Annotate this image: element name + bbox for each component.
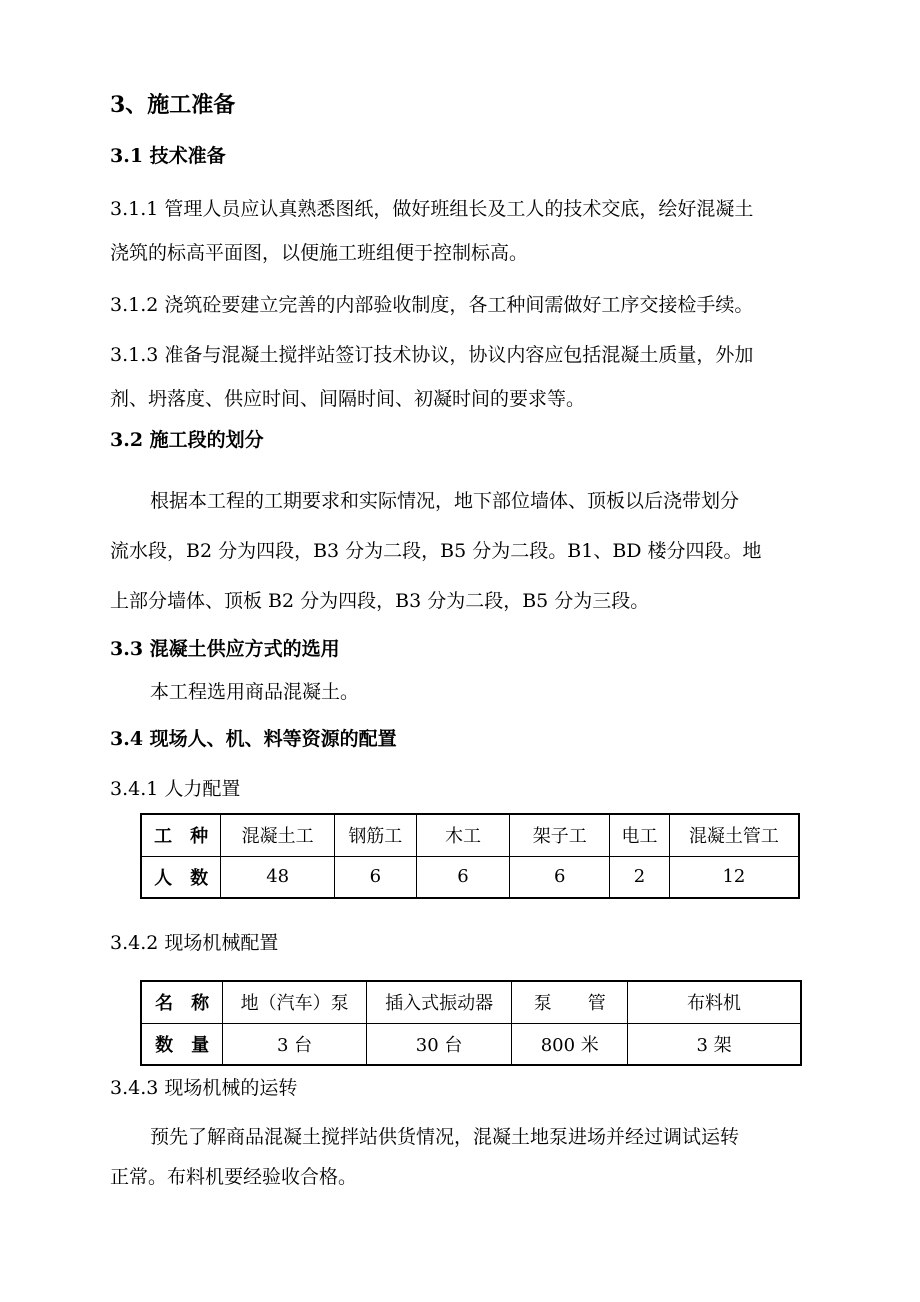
machinery-qty-pipe: 800 米 bbox=[512, 1023, 628, 1065]
paragraph-3-1-1-line1: 3.1.1 管理人员应认真熟悉图纸，做好班组长及工人的技术交底，绘好混凝土 bbox=[110, 198, 754, 220]
labor-col-scaffold: 架子工 bbox=[510, 814, 610, 856]
subsection-3-4-2-title: 3.4.2 现场机械配置 bbox=[110, 932, 279, 954]
machinery-col-pump: 地（汽车）泵 bbox=[223, 981, 367, 1023]
machinery-header-label: 名 称 bbox=[141, 981, 223, 1023]
paragraph-3-1-1-line2: 浇筑的标高平面图，以便施工班组便于控制标高。 bbox=[110, 242, 529, 264]
machinery-table-header-row bbox=[141, 981, 801, 1023]
paragraph-3-2-line3: 上部分墙体、顶板 B2 分为四段，B3 分为二段，B5 分为三段。 bbox=[110, 590, 650, 612]
subsection-3-1-title: 3.1 技术准备 bbox=[110, 145, 226, 167]
subsection-3-4-1-title: 3.4.1 人力配置 bbox=[110, 778, 241, 800]
machinery-qty-pump: 3 台 bbox=[223, 1023, 367, 1065]
machinery-col-pipe: 泵 管 bbox=[512, 981, 628, 1023]
machinery-row-label: 数 量 bbox=[141, 1023, 223, 1065]
paragraph-3-4-3-line1: 预先了解商品混凝土搅拌站供货情况，混凝土地泵进场并经过调试运转 bbox=[150, 1126, 740, 1148]
section-title: 3、施工准备 bbox=[110, 92, 236, 118]
paragraph-3-4-3-line2: 正常。布料机要经验收合格。 bbox=[110, 1166, 358, 1188]
labor-col-carpenter: 木工 bbox=[416, 814, 510, 856]
paragraph-3-2-line1: 根据本工程的工期要求和实际情况，地下部位墙体、顶板以后浇带划分 bbox=[150, 490, 740, 512]
labor-table-header-row bbox=[141, 814, 799, 856]
labor-count-electrician: 2 bbox=[610, 856, 670, 898]
labor-col-rebar: 钢筋工 bbox=[334, 814, 416, 856]
machinery-qty-vibrator: 30 台 bbox=[366, 1023, 512, 1065]
subsection-3-2-title: 3.2 施工段的划分 bbox=[110, 429, 264, 451]
labor-col-pipe: 混凝土管工 bbox=[669, 814, 799, 856]
labor-count-concrete: 48 bbox=[221, 856, 335, 898]
machinery-qty-placer: 3 架 bbox=[628, 1023, 801, 1065]
labor-table bbox=[140, 813, 800, 899]
paragraph-3-2-line2: 流水段，B2 分为四段，B3 分为二段，B5 分为二段。B1、BD 楼分四段。地 bbox=[110, 540, 762, 562]
labor-table-count-row bbox=[141, 856, 799, 898]
machinery-col-vibrator: 插入式振动器 bbox=[366, 981, 512, 1023]
labor-col-concrete: 混凝土工 bbox=[221, 814, 335, 856]
paragraph-3-1-2: 3.1.2 浇筑砼要建立完善的内部验收制度，各工种间需做好工序交接检手续。 bbox=[110, 294, 754, 316]
labor-count-scaffold: 6 bbox=[510, 856, 610, 898]
labor-header-label: 工 种 bbox=[141, 814, 221, 856]
machinery-col-placer: 布料机 bbox=[628, 981, 801, 1023]
subsection-3-4-3-title: 3.4.3 现场机械的运转 bbox=[110, 1077, 298, 1099]
labor-count-carpenter: 6 bbox=[416, 856, 510, 898]
subsection-3-4-title: 3.4 现场人、机、料等资源的配置 bbox=[110, 728, 397, 750]
machinery-table-qty-row bbox=[141, 1023, 801, 1065]
labor-row-label: 人 数 bbox=[141, 856, 221, 898]
machinery-table bbox=[140, 980, 802, 1066]
paragraph-3-3: 本工程选用商品混凝土。 bbox=[150, 681, 360, 703]
subsection-3-3-title: 3.3 混凝土供应方式的选用 bbox=[110, 638, 340, 660]
labor-col-electrician: 电工 bbox=[610, 814, 670, 856]
labor-count-pipe: 12 bbox=[669, 856, 799, 898]
paragraph-3-1-3-line2: 剂、坍落度、供应时间、间隔时间、初凝时间的要求等。 bbox=[110, 388, 586, 410]
labor-count-rebar: 6 bbox=[334, 856, 416, 898]
paragraph-3-1-3-line1: 3.1.3 准备与混凝土搅拌站签订技术协议，协议内容应包括混凝土质量，外加 bbox=[110, 344, 754, 366]
